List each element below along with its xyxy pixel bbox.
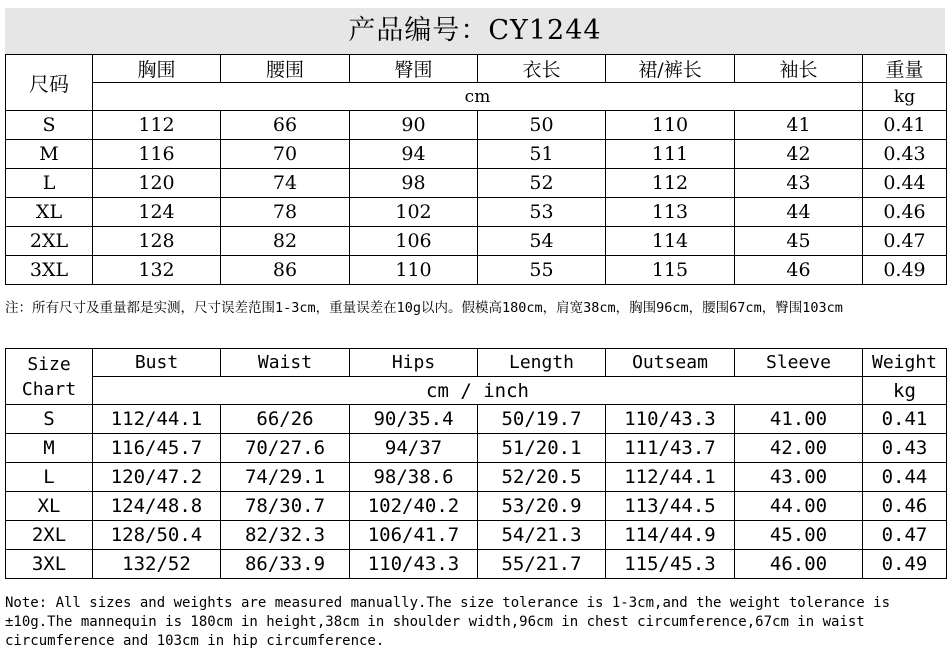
product-title: 产品编号：CY1244 <box>5 8 945 54</box>
value-cell: 74 <box>221 169 350 198</box>
value-cell: 114 <box>606 227 735 256</box>
value-cell: 45 <box>735 227 863 256</box>
weight-unit-label: kg <box>863 377 947 405</box>
size-cell: 3XL <box>6 550 93 579</box>
value-cell: 0.47 <box>863 521 947 550</box>
table-row <box>6 492 947 521</box>
value-cell: 116/45.7 <box>93 434 221 463</box>
size-column-header: 尺码 <box>6 55 93 111</box>
value-cell: 102/40.2 <box>350 492 478 521</box>
value-cell: 106 <box>350 227 478 256</box>
table-row <box>6 198 947 227</box>
value-cell: 41.00 <box>735 405 863 434</box>
value-cell: 128 <box>93 227 221 256</box>
value-cell: 94/37 <box>350 434 478 463</box>
value-cell: 115/45.3 <box>606 550 735 579</box>
value-cell: 110/43.3 <box>606 405 735 434</box>
value-cell: 90 <box>350 111 478 140</box>
value-cell: 54/21.3 <box>478 521 606 550</box>
value-cell: 53/20.9 <box>478 492 606 521</box>
column-header: 腰围 <box>221 55 350 83</box>
value-cell: 110/43.3 <box>350 550 478 579</box>
value-cell: 52 <box>478 169 606 198</box>
value-cell: 132/52 <box>93 550 221 579</box>
table-row <box>6 521 947 550</box>
value-cell: 112 <box>93 111 221 140</box>
table-row <box>6 463 947 492</box>
value-cell: 42.00 <box>735 434 863 463</box>
column-header: Weight <box>863 349 947 377</box>
column-header: Sleeve <box>735 349 863 377</box>
size-cell: M <box>6 140 93 169</box>
column-header: Outseam <box>606 349 735 377</box>
table-row <box>6 169 947 198</box>
value-cell: 94 <box>350 140 478 169</box>
value-cell: 70 <box>221 140 350 169</box>
value-cell: 0.47 <box>863 227 947 256</box>
value-cell: 106/41.7 <box>350 521 478 550</box>
value-cell: 70/27.6 <box>221 434 350 463</box>
table-row <box>6 111 947 140</box>
value-cell: 51 <box>478 140 606 169</box>
size-cell: XL <box>6 198 93 227</box>
table-row <box>6 140 947 169</box>
value-cell: 54 <box>478 227 606 256</box>
value-cell: 53 <box>478 198 606 227</box>
value-cell: 0.46 <box>863 492 947 521</box>
value-cell: 86 <box>221 256 350 285</box>
value-cell: 44.00 <box>735 492 863 521</box>
value-cell: 42 <box>735 140 863 169</box>
value-cell: 43 <box>735 169 863 198</box>
value-cell: 44 <box>735 198 863 227</box>
value-cell: 66/26 <box>221 405 350 434</box>
size-cell: XL <box>6 492 93 521</box>
value-cell: 78/30.7 <box>221 492 350 521</box>
size-table-english <box>5 348 947 579</box>
value-cell: 120 <box>93 169 221 198</box>
value-cell: 0.43 <box>863 434 947 463</box>
size-cell: L <box>6 169 93 198</box>
value-cell: 82 <box>221 227 350 256</box>
note-chinese: 注：所有尺寸及重量都是实测，尺寸误差范围1-3cm，重量误差在10g以内。假模高180cm，肩宽38cm，胸围96cm，腰围67cm，臀围103cm <box>5 300 843 316</box>
unit-row <box>6 377 947 405</box>
column-header: Hips <box>350 349 478 377</box>
note-english: Note: All sizes and weights are measured manually.The size tolerance is 1-3cm,and the weight tolerance is ±10g.The mannequin is 180cm in height,38cm in shoulder width,96cm in chest circumference,67cm in waist circumference and 103cm in hip circumference. <box>5 595 891 649</box>
size-cell: S <box>6 111 93 140</box>
unit-label: cm / inch <box>93 377 863 405</box>
value-cell: 132 <box>93 256 221 285</box>
value-cell: 66 <box>221 111 350 140</box>
table-header-row <box>6 55 947 83</box>
value-cell: 86/33.9 <box>221 550 350 579</box>
size-cell: S <box>6 405 93 434</box>
value-cell: 46.00 <box>735 550 863 579</box>
value-cell: 0.43 <box>863 140 947 169</box>
column-header: 袖长 <box>735 55 863 83</box>
table-row <box>6 256 947 285</box>
size-cell: 3XL <box>6 256 93 285</box>
value-cell: 52/20.5 <box>478 463 606 492</box>
table-body <box>6 111 947 285</box>
value-cell: 112 <box>606 169 735 198</box>
column-header: Length <box>478 349 606 377</box>
size-cell: 2XL <box>6 521 93 550</box>
value-cell: 0.46 <box>863 198 947 227</box>
value-cell: 112/44.1 <box>93 405 221 434</box>
value-cell: 111/43.7 <box>606 434 735 463</box>
value-cell: 114/44.9 <box>606 521 735 550</box>
size-table-chinese <box>5 54 947 285</box>
column-header: 重量 <box>863 55 947 83</box>
value-cell: 111 <box>606 140 735 169</box>
value-cell: 0.41 <box>863 405 947 434</box>
value-cell: 74/29.1 <box>221 463 350 492</box>
value-cell: 102 <box>350 198 478 227</box>
value-cell: 113/44.5 <box>606 492 735 521</box>
value-cell: 0.44 <box>863 169 947 198</box>
value-cell: 0.44 <box>863 463 947 492</box>
value-cell: 110 <box>350 256 478 285</box>
value-cell: 98/38.6 <box>350 463 478 492</box>
value-cell: 98 <box>350 169 478 198</box>
value-cell: 112/44.1 <box>606 463 735 492</box>
value-cell: 55 <box>478 256 606 285</box>
weight-unit-label: kg <box>863 83 947 111</box>
unit-label: cm <box>93 83 863 111</box>
table-header-row <box>6 349 947 377</box>
value-cell: 124 <box>93 198 221 227</box>
size-cell: L <box>6 463 93 492</box>
value-cell: 0.49 <box>863 550 947 579</box>
column-header: Bust <box>93 349 221 377</box>
value-cell: 50 <box>478 111 606 140</box>
unit-row <box>6 83 947 111</box>
value-cell: 0.49 <box>863 256 947 285</box>
value-cell: 0.41 <box>863 111 947 140</box>
value-cell: 116 <box>93 140 221 169</box>
value-cell: 120/47.2 <box>93 463 221 492</box>
value-cell: 110 <box>606 111 735 140</box>
value-cell: 82/32.3 <box>221 521 350 550</box>
table-row <box>6 227 947 256</box>
value-cell: 45.00 <box>735 521 863 550</box>
size-cell: M <box>6 434 93 463</box>
table-row <box>6 550 947 579</box>
table-row <box>6 434 947 463</box>
table-row <box>6 405 947 434</box>
value-cell: 113 <box>606 198 735 227</box>
value-cell: 128/50.4 <box>93 521 221 550</box>
value-cell: 43.00 <box>735 463 863 492</box>
value-cell: 115 <box>606 256 735 285</box>
value-cell: 50/19.7 <box>478 405 606 434</box>
value-cell: 55/21.7 <box>478 550 606 579</box>
table-body <box>6 405 947 579</box>
value-cell: 46 <box>735 256 863 285</box>
value-cell: 90/35.4 <box>350 405 478 434</box>
column-header: Waist <box>221 349 350 377</box>
column-header: 臀围 <box>350 55 478 83</box>
column-header: 衣长 <box>478 55 606 83</box>
size-column-header: Size Chart <box>6 349 93 405</box>
column-header: 胸围 <box>93 55 221 83</box>
column-header: 裙/裤长 <box>606 55 735 83</box>
value-cell: 41 <box>735 111 863 140</box>
size-cell: 2XL <box>6 227 93 256</box>
value-cell: 124/48.8 <box>93 492 221 521</box>
value-cell: 51/20.1 <box>478 434 606 463</box>
value-cell: 78 <box>221 198 350 227</box>
